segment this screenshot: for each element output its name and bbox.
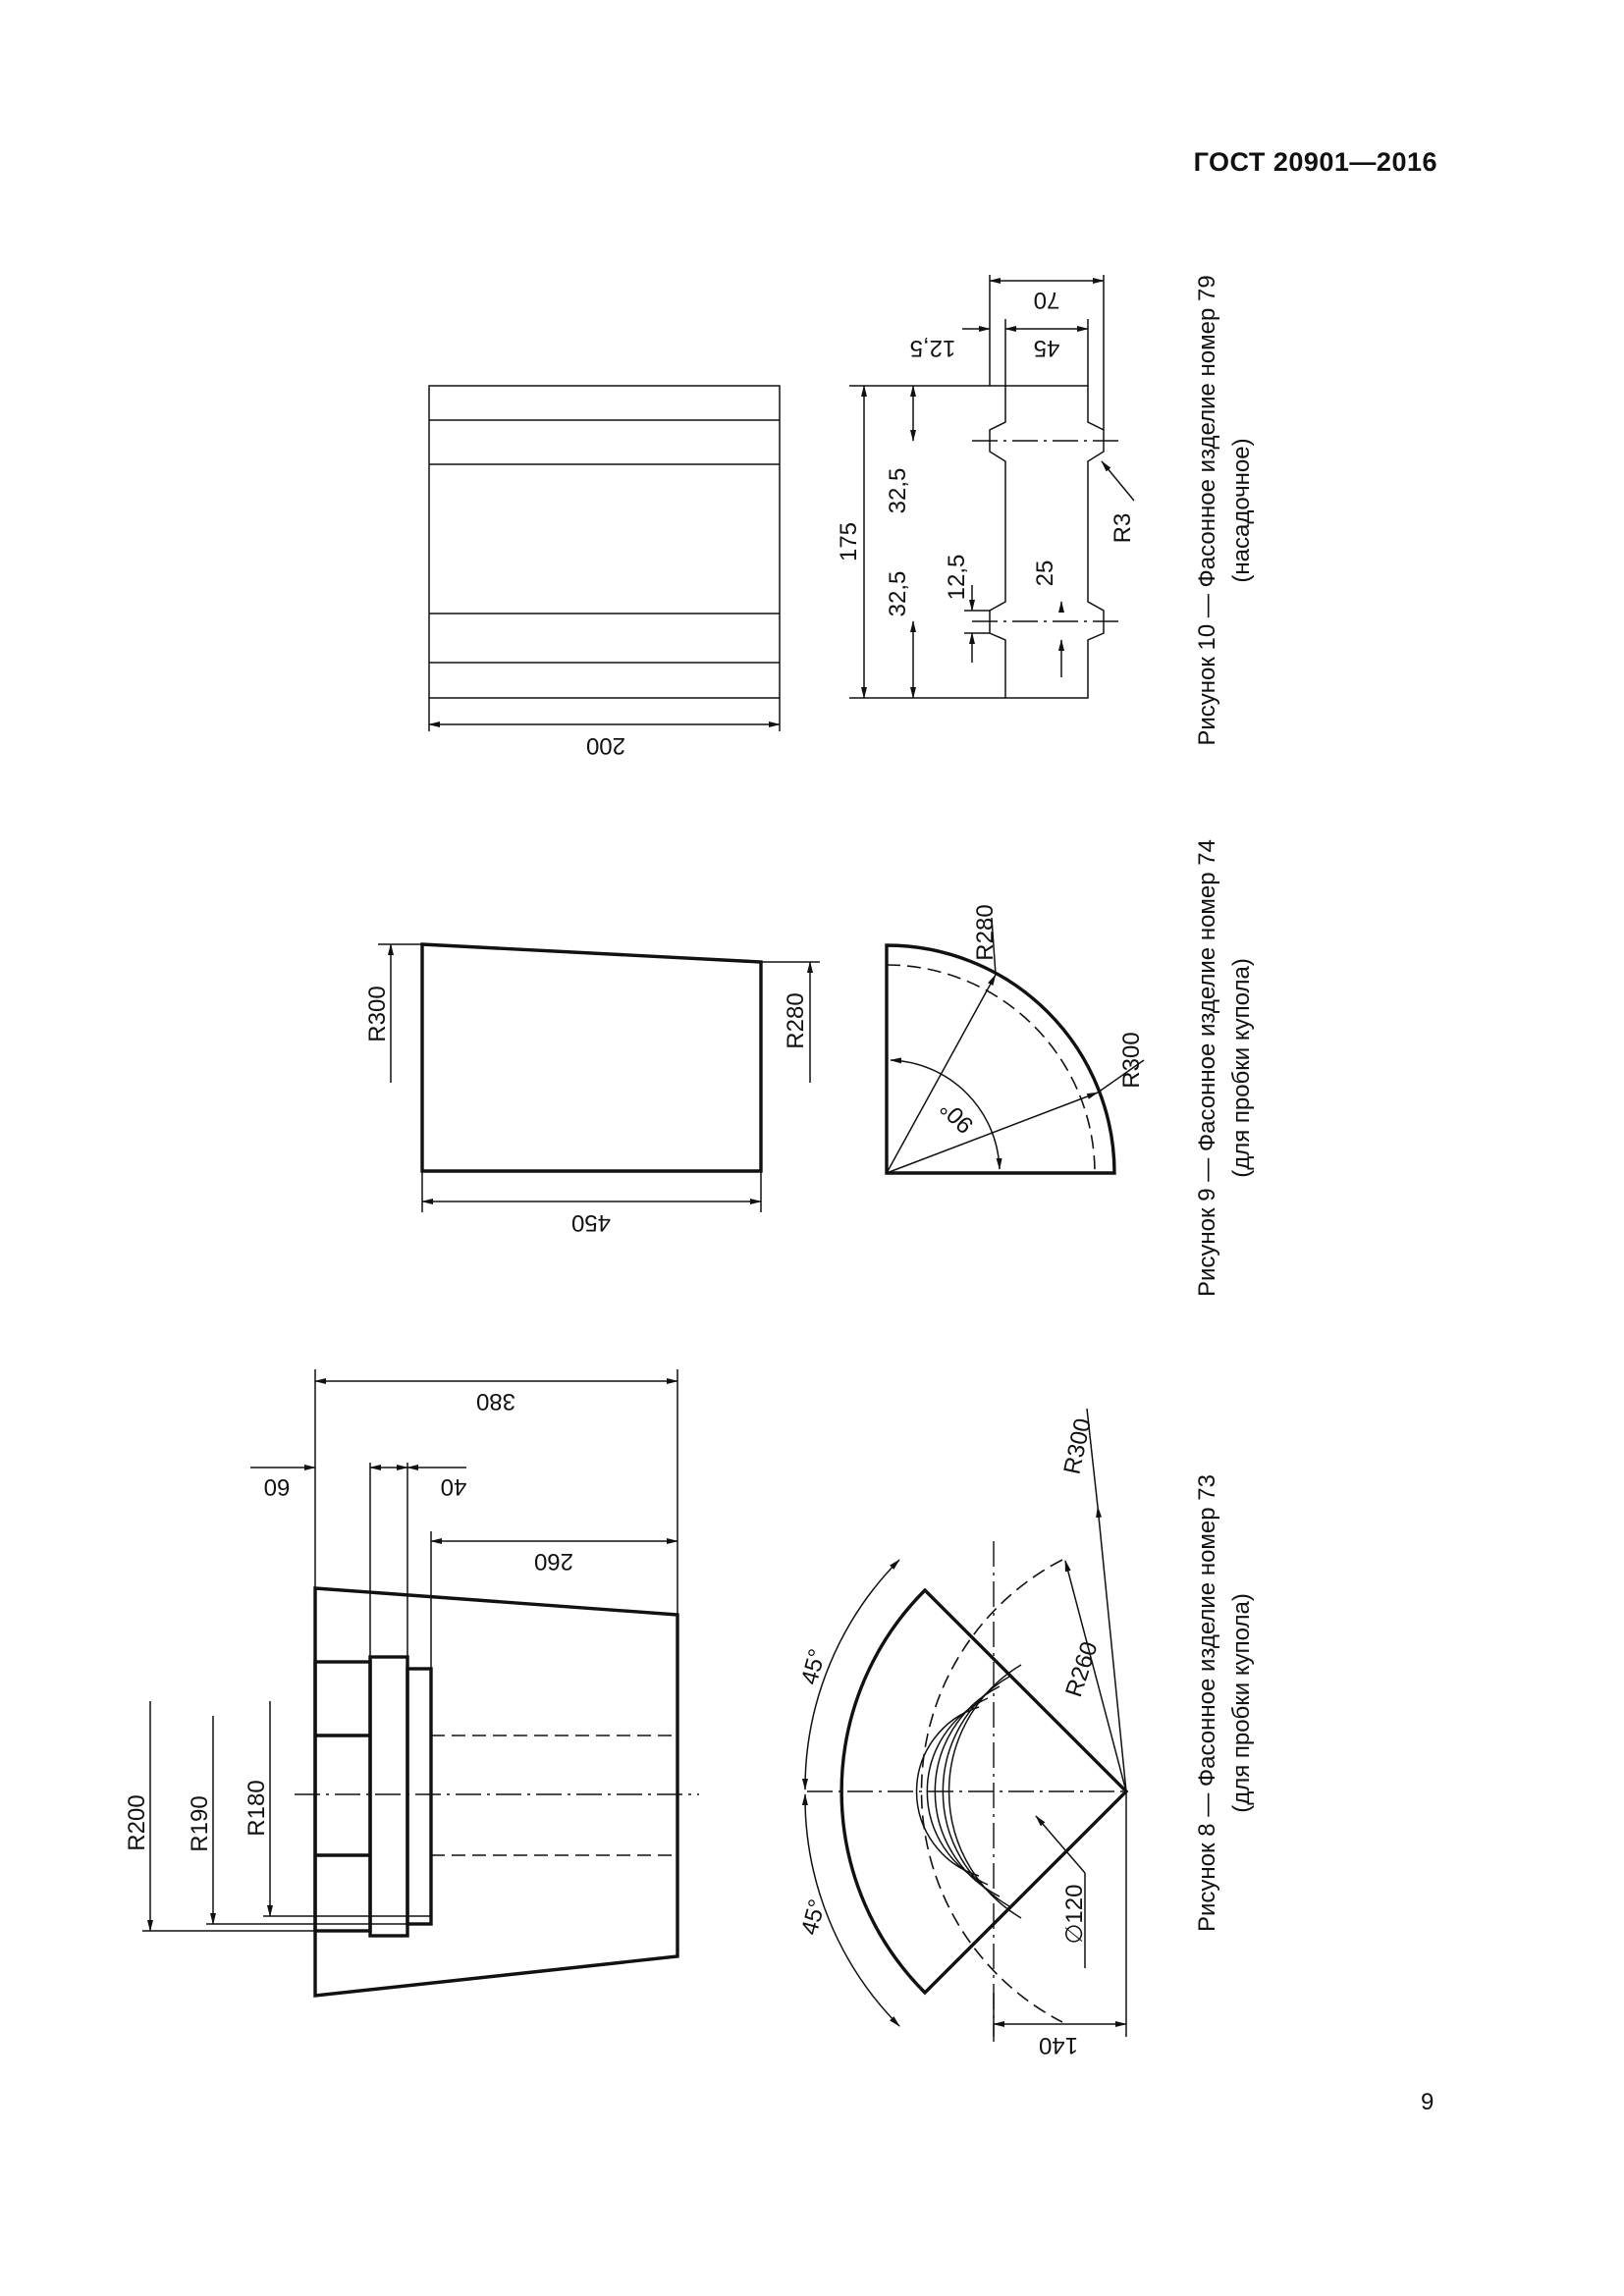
dim-175: 175 <box>836 521 862 562</box>
dim-140: 140 <box>1038 2032 1079 2058</box>
dim-r260: R260 <box>1060 1638 1104 1701</box>
dim-32-5-bottom: 32,5 <box>885 570 911 617</box>
figure-10-top-view <box>429 386 780 759</box>
dim-25: 25 <box>1032 560 1058 587</box>
dim-r300-left: R300 <box>364 986 391 1042</box>
page-number: 9 <box>1421 2089 1435 2115</box>
caption-figure-9-sub: (для пробки купола) <box>1228 958 1255 1178</box>
caption-figure-10-sub: (насадочное) <box>1228 438 1255 583</box>
figure-8-caption <box>1194 1474 1255 1932</box>
dim-r200: R200 <box>124 1794 150 1851</box>
dim-380: 380 <box>475 1388 516 1415</box>
dim-d120: ∅120 <box>1061 1884 1088 1945</box>
angle-45-bottom: 45° <box>796 1896 832 1939</box>
figure-9-trapezoid-view <box>364 944 820 1236</box>
dim-r3: R3 <box>1110 512 1136 544</box>
dim-40: 40 <box>440 1473 467 1500</box>
figure-9-caption <box>1194 839 1255 1297</box>
caption-figure-8-sub: (для пробки купола) <box>1228 1593 1255 1813</box>
dim-r280-sector: R280 <box>972 904 999 961</box>
dim-12-5-left: 12,5 <box>944 554 970 601</box>
dim-r280-right: R280 <box>783 992 809 1049</box>
figure-10-caption <box>1194 275 1255 745</box>
figure-10-profile-view <box>836 275 1136 698</box>
caption-figure-10: Рисунок 10 — Фасонное изделие номер 79 <box>1194 275 1220 746</box>
dim-45: 45 <box>1033 335 1060 361</box>
standard-number: ГОСТ 20901—2016 <box>1193 147 1437 177</box>
dim-60: 60 <box>263 1473 291 1500</box>
dim-70: 70 <box>1033 287 1060 313</box>
figure-8-side-view <box>124 1369 699 1996</box>
caption-figure-9: Рисунок 9 — Фасонное изделие номер 74 <box>1194 839 1220 1297</box>
dim-r300-f8: R300 <box>1058 1415 1097 1477</box>
angle-45-top: 45° <box>796 1646 832 1688</box>
figure-9-sector-view <box>887 904 1145 1173</box>
figure-10 <box>429 275 1255 759</box>
dim-32-5-top: 32,5 <box>885 467 911 514</box>
dim-r300-sector: R300 <box>1118 1032 1145 1089</box>
angle-90: 90° <box>935 1094 980 1139</box>
dim-r180: R180 <box>244 1780 270 1837</box>
figure-9 <box>364 839 1255 1297</box>
dim-450: 450 <box>570 1209 612 1236</box>
dim-200: 200 <box>585 732 626 759</box>
figure-8-sector-view <box>796 1409 1126 2058</box>
dim-12-5-top: 12,5 <box>909 335 956 361</box>
caption-figure-8: Рисунок 8 — Фасонное изделие номер 73 <box>1194 1474 1220 1932</box>
dim-r190: R190 <box>187 1795 213 1852</box>
figure-8 <box>124 1369 1255 2058</box>
dim-260: 260 <box>533 1548 574 1575</box>
